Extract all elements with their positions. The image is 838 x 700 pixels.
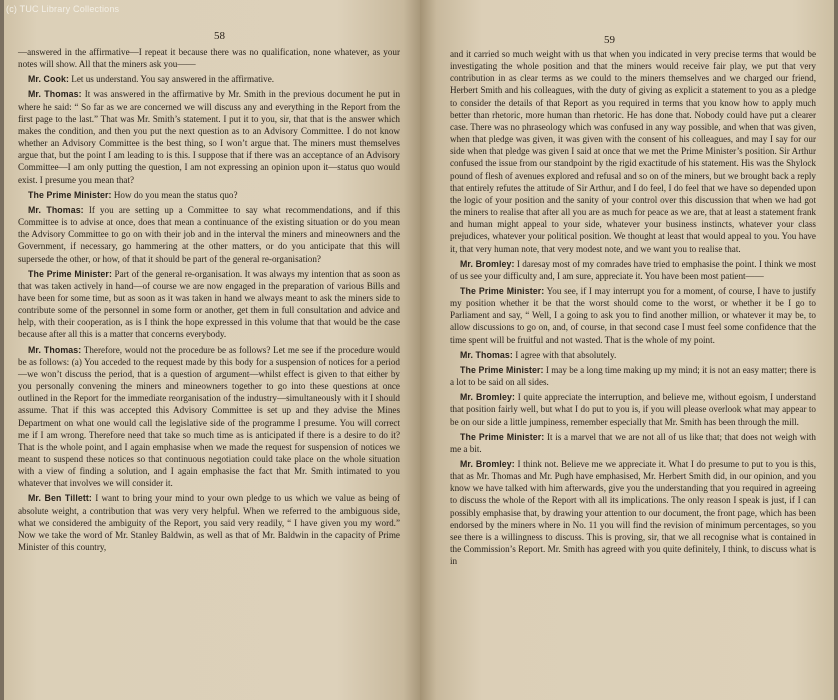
paragraph-text: I want to bring your mind to your own pledge to us which we value as being of absolute weight, a contribution that was very very helpful. When we referred to the ambiguous side, what we considered the ambiguity of the Report, you said very readily, “ I have given you my word.” Now we take the word of Mr. Stanley Baldwin, as well as that of Mr. Baldwin in the capacity of Prime Minister of this country, [18, 493, 401, 553]
paragraph: —answered in the affirmative—I repeat it because there was no qualification, none whatever, as your notes will show. All that the miners ask you—— [18, 47, 400, 70]
paragraph [450, 285, 816, 346]
paragraph-text: It was answered in the affirmative by Mr. Smith in the previous document he put in where he said: “ So far as we are concerned we will discuss any and everything in the Report from the first page to the last.” That was Mr. Smith’s statement. I put it to you, sir, that that is the answer which makes the condition, and then you put the next question as to an Advisory Committee. I do not know whether an Advisory Committee is the best thing, so I won’t argue that. The miners must themselves argue that, but the point I am leading to is this. I suppose that if there was an acceptance of an Advisory Committee—I am only putting the question, I am not expressing an opinion upon it—status quo would exist. I presume you mean that? [18, 89, 401, 185]
paragraph [450, 391, 816, 427]
paragraph [18, 204, 400, 265]
paragraph [18, 73, 400, 85]
speaker-name: Mr. Bromley: [460, 459, 515, 469]
paragraph [450, 458, 816, 567]
paragraph-text: If you are setting up a Committee to say what recommendations, and if this Committee is to advise at once, does that mean a continuance of the existing situation or do you mean the Advisory Committee to go on with their job and in the interval the miners and mineowners and the Government, if necessary, go hammering at the other matters, or do you anticipate that this will supersede the other, or how, of that it should be part of the general re-organisation? [18, 204, 400, 264]
paragraph-text: Let us understand. You say answered in the affirmative. [71, 74, 275, 85]
speaker-name: The Prime Minister: [460, 364, 544, 375]
speaker-name: Mr. Thomas: [28, 204, 84, 215]
paragraph [18, 492, 400, 553]
speaker-name: Mr. Cook: [28, 74, 69, 85]
left-page-text [18, 46, 400, 553]
paragraph [450, 364, 816, 388]
paragraph-text: Therefore, would not the procedure be as follows? Let me see if the procedure would be as follows: (a) You acceded to the request made by this body for a suspension of notices for a period—we won’t discuss the period, that is a question of argument—whilst effect is given to that either by you personally convening the miners and mineowners together to go into these questions at once outlined in the Report for the immediate reorganisation of the industry—simultaneously with it I should assume. That if this was accepted this Advisory Committee is set up and they advise the Mines Department on what one would call the legislative side of the programme I presume. You will correct me if I am wrong. Therefore need that take so much time as is anticipated if there is a desire to do it? That is the whole point, and I again emphasise when we made the request for suspension of notices we meant to suspend these notices so that continuous negotiation could take place on the whole situation with a view of finding a solution, and I again emphasise the fact that Mr. Smith intimated to you whatever that involves we will consider it. [18, 344, 400, 489]
page-number: 58 [214, 30, 225, 42]
page-number: 59 [604, 34, 615, 46]
speaker-name: Mr. Bromley: [460, 392, 515, 403]
paragraph [450, 431, 816, 455]
speaker-name: Mr. Ben Tillett: [28, 493, 92, 504]
paragraph-text: I think not. Believe me we appreciate it. What I do presume to put to you is this, that as Mr. Thomas and Mr. Pugh have emphasised, Mr. Herbert Smith did, in our opinion, and you know we have talked with him afterwards, give you the understanding that you required in agreeing to discuss the whole of the Report with all its implications. The only reason I speak is just, if I can possibly emphasise that, by drawing your attention to our document, the front page, which has been endorsed by the miners where in No. 11 you will find the revision of minimum percentages, so you see there is a willingness to discuss. This is proving, sir, that we all recognise what is contained in the Commission’s Report. Mr. Smith has agreed with you quite definitely, I think, to discuss what is in [450, 459, 817, 567]
paragraph-text: I agree with that absolutely. [515, 349, 617, 360]
speaker-name: Mr. Thomas: [460, 349, 513, 360]
paragraph-text: I daresay most of my comrades have tried to emphasise the point. I think we most of us see your difficulty and, I am sure, appreciate it. You have been most patient—— [450, 258, 816, 281]
book-spread [4, 0, 834, 700]
paragraph-text: Part of the general re-organisation. It was always my intention that as soon as that was taken actively in hand—of course we are now engaged in the preparation of various Bills and have been for some time, but as soon as it was taken in hand we always meant to ask the miners side to contribute some of the personnel in some form or another, get them in full consultation and advice and help, with their cooperation, as is I think the hope expressed in this volume that that would be the case because after all this is a matter that concerns everybody. [18, 268, 401, 340]
paragraph [450, 48, 816, 255]
paragraph [450, 349, 816, 361]
paragraph-text: How do you mean the status quo? [113, 189, 238, 200]
left-page [4, 0, 420, 700]
paragraph-text: I quite appreciate the interruption, and believe me, without egoism, I understand that position fairly well, but what I do put to you is, if you will please overlook what may appear to be on our side a little jumpiness, remember especially that Mr. Smith has been through the mill. [450, 392, 816, 427]
watermark-text: (c) TUC Library Collections [6, 4, 120, 14]
speaker-name: The Prime Minister: [28, 189, 112, 200]
paragraph-text: It is a marvel that we are not all of us like that; that does not weigh with me a bit. [450, 431, 816, 454]
speaker-name: Mr. Bromley: [460, 258, 515, 269]
speaker-name: Mr. Thomas: [28, 89, 82, 100]
speaker-name: Mr. Thomas: [28, 344, 82, 355]
paragraph [18, 344, 400, 490]
speaker-name: The Prime Minister: [460, 431, 545, 442]
speaker-name: The Prime Minister: [28, 268, 112, 279]
speaker-name: The Prime Minister: [460, 285, 545, 296]
paragraph [18, 268, 400, 341]
paragraph-text: You see, if I may interrupt you for a moment, of course, I have to justify my position whether it be that the worst should come to the worst, or whether it be I go to Parliament and say, “ Well, I a going to ask you to find another million, or whatever it may be, to allow discussions to go on, and, of course, in that second case I must feel some confidence that the time spent will be fruitful and not wasted. That is the whole of my point. [450, 285, 816, 345]
paragraph [18, 189, 400, 201]
paragraph [450, 258, 816, 282]
paragraph-text: I may be a long time making up my mind; it is not an easy matter; there is a lot to be said on all sides. [450, 364, 816, 388]
paragraph [18, 88, 400, 185]
paragraph-text: and it carried so much weight with us that when you indicated in very precise terms that would be investigating the whole position and that the miners would receive fair play, we put that very contribution in as clear terms as we could to the miners themselves and we charged our friend, Herbert Smith and his colleagues, with the duty of giving as explicit a statement to you as a pledge to consider the details of that Report as you required in terms that you know how to apply much better than rhetoric, more human than rhetoric. He has done that. Nobody could have put a clearer case. There was no phraseology which was confused in any way possible, and when that was given, when that pledge was given, it was given with the consent of his colleagues, and may I say for our side when that pledge was given I said at once that we met the Prime Minister’s position. Sir Arthur confused the issue from our standpoint by the rigid exactitude of his statement. His was the Shylock pound of flesh of avenues explored and refusal and so on of the miners, but we brought back a reply that entirely refutes the attitude of Sir Arthur, and I do feel, I do feel that we have so depended upon the logic of your position and the sanity of your control over this discussion that when we had got the miners to realise that after all you are as much for peace as we are, that at least a statement frank and human might appeal to your side, whatever your business instincts, whatever your class prejudices, whatever your political position. We thought at least that would appeal to you. You have it, that very human note, that very modest note, and we want you to realise that. [450, 49, 816, 254]
right-page-text [450, 48, 816, 567]
right-page [420, 0, 834, 700]
